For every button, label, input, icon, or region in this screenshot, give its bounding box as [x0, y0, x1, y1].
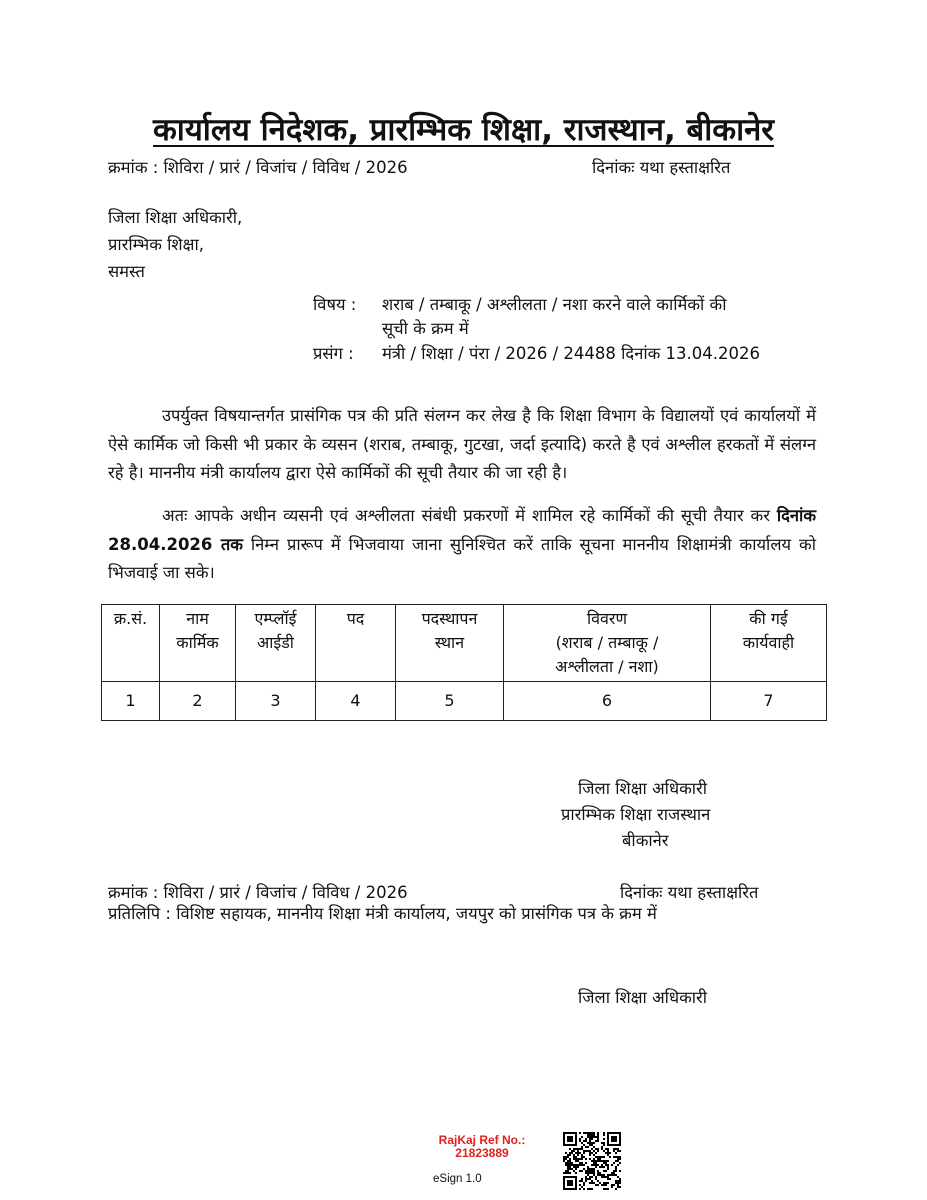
rajkaj-ref-number: 21823889: [455, 1146, 509, 1160]
signature-line-3: बीकानेर: [622, 831, 669, 850]
copy-ref-number: क्रमांक : शिविरा / प्रारं / विजांच / विविध / 2026: [108, 883, 408, 902]
addressee-line-3: समस्त: [108, 262, 145, 281]
reference-label: प्रसंग :: [313, 344, 354, 363]
table-number-cell: 7: [711, 682, 827, 721]
table-header-cell: [316, 605, 396, 682]
header-cell-line: विवरण: [586, 609, 628, 628]
body-paragraph-2: [108, 502, 816, 588]
signature-line-2: प्रारम्भिक शिक्षा राजस्थान: [561, 805, 711, 824]
header-cell-line: नाम: [186, 609, 209, 628]
addressee-line-1: जिला शिक्षा अधिकारी,: [108, 208, 243, 227]
para2-end: निम्न प्रारूप में भिजवाया जाना सुनिश्चित करें ताकि सूचना माननीय शिक्षामंत्री कार्यालय को भिजवाई जा सके।: [108, 534, 816, 582]
addressee-line-2: प्रारम्भिक शिक्षा,: [108, 235, 204, 254]
rajkaj-ref-label: RajKaj Ref No.:: [438, 1133, 526, 1147]
letter-ref-number: क्रमांक : शिविरा / प्रारं / विजांच / विविध / 2026: [108, 158, 408, 177]
table-number-cell: 4: [316, 682, 396, 721]
header-cell-line: एम्प्लॉई: [254, 609, 297, 628]
body-paragraph-1: उपर्युक्त विषयान्तर्गत प्रासंगिक पत्र की प्रति संलग्न कर लेख है कि शिक्षा विभाग के विद्यालयों एवं कार्यालयों में ऐसे कार्मिक जो किसी भी प्रकार के व्यसन (शराब, तम्बाकू, गुटखा, जर्दा इत्यादि) करते है एवं अश्लील हरकतों में संलग्न रहे है। माननीय मंत्री कार्यालय द्वारा ऐसे कार्मिकों की सूची तैयार की जा रही है।: [108, 406, 816, 482]
table-header-cell: [160, 605, 236, 682]
header-cell-line: अश्लीलता / नशा): [555, 657, 659, 676]
header-cell-line: स्थान: [434, 633, 465, 652]
signature-line-1: जिला शिक्षा अधिकारी: [578, 779, 708, 798]
rajkaj-reference: [426, 1134, 538, 1160]
table-header-cell: [711, 605, 827, 682]
table-number-cell: 6: [504, 682, 711, 721]
table-number-cell: 5: [396, 682, 504, 721]
header-cell-line: पद: [346, 609, 365, 628]
table-header-cell: [236, 605, 316, 682]
header-cell-line: (शराब / तम्बाकू /: [555, 633, 659, 652]
header-cell-line: की गई: [749, 609, 788, 628]
esign-label: eSign 1.0: [433, 1173, 482, 1185]
qr-code-icon: [563, 1132, 621, 1190]
reference-text: मंत्री / शिक्षा / पंरा / 2026 / 24488 दिनांक 13.04.2026: [382, 344, 761, 363]
deadline-date: दिनांक 28.04.2026 तक: [108, 506, 816, 554]
letter-date: दिनांकः यथा हस्ताक्षरित: [592, 158, 731, 177]
table-number-cell: 3: [236, 682, 316, 721]
header-cell-line: पदस्थापन: [421, 609, 478, 628]
header-cell-line: आईडी: [257, 633, 294, 652]
format-table: [101, 604, 827, 721]
subject-label: विषय :: [313, 295, 357, 314]
header-cell-line: कार्मिक: [176, 633, 219, 652]
header-cell-line: कार्यवाही: [742, 633, 795, 652]
copy-to-text: प्रतिलिपि : विशिष्ट सहायक, माननीय शिक्षा मंत्री कार्यालय, जयपुर को प्रासंगिक पत्र के क्रम में: [108, 904, 657, 923]
subject-line-2: सूची के क्रम में: [382, 319, 469, 338]
copy-signature: जिला शिक्षा अधिकारी: [578, 988, 708, 1007]
table-number-cell: 1: [102, 682, 160, 721]
table-header-cell: [102, 605, 160, 682]
table-header-row: [102, 605, 827, 682]
subject-line-1: शराब / तम्बाकू / अश्लीलता / नशा करने वाले कार्मिकों की: [382, 295, 727, 314]
header-cell-line: क्र.सं.: [113, 609, 148, 628]
table-number-cell: 2: [160, 682, 236, 721]
page-title: कार्यालय निदेशक, प्रारम्भिक शिक्षा, राजस्थान, बीकानेर: [152, 112, 774, 148]
table-header-cell: [504, 605, 711, 682]
copy-date: दिनांकः यथा हस्ताक्षरित: [620, 883, 759, 902]
table-number-row: [102, 682, 827, 721]
para2-start: अतः आपके अधीन व्यसनी एवं अश्लीलता संबंधी प्रकरणों में शामिल रहे कार्मिकों की सूची तैयार कर: [162, 506, 770, 525]
table-header-cell: [396, 605, 504, 682]
